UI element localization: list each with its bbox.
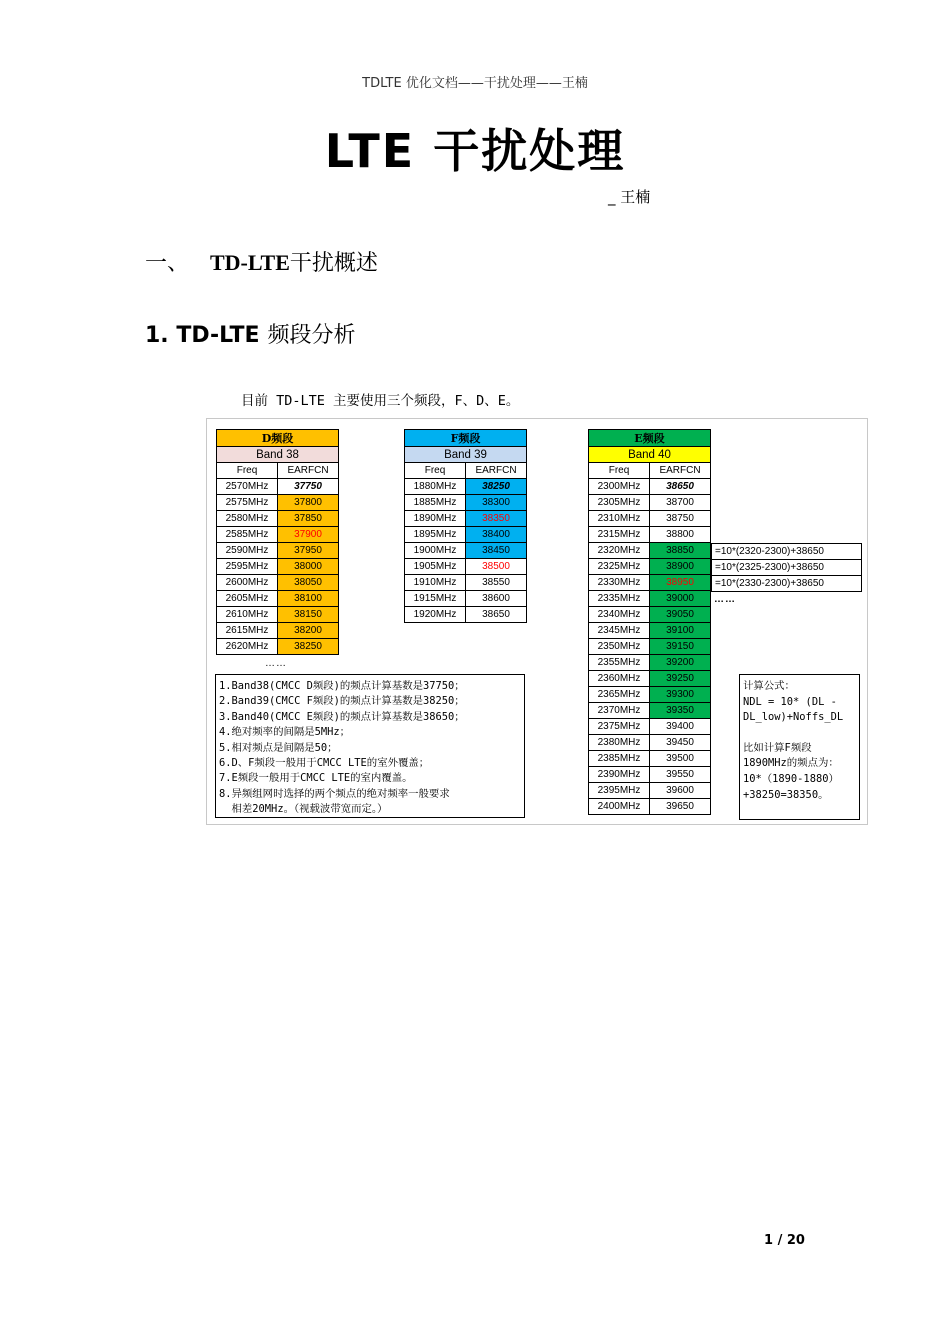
earfcn-cell: 38400 xyxy=(466,527,527,543)
table-row xyxy=(589,607,711,623)
band-figure xyxy=(206,418,868,825)
earfcn-cell: 39600 xyxy=(650,783,711,799)
calc-line: NDL = 10* (DL - xyxy=(743,695,837,708)
table-row xyxy=(589,751,711,767)
earfcn-cell: 38800 xyxy=(650,527,711,543)
table-row xyxy=(405,575,527,591)
band-title: D频段 xyxy=(217,430,339,447)
table-row xyxy=(589,639,711,655)
table-row xyxy=(405,559,527,575)
band-title: E频段 xyxy=(589,430,711,447)
earfcn-cell: 37800 xyxy=(278,495,339,511)
earfcn-cell: 38000 xyxy=(278,559,339,575)
document-title: LTE 干扰处理 xyxy=(324,124,626,178)
earfcn-cell: 37750 xyxy=(278,479,339,495)
freq-cell: 1900MHz xyxy=(405,543,466,559)
table-row xyxy=(405,495,527,511)
table-row xyxy=(589,799,711,815)
table-row xyxy=(589,671,711,687)
note-line: 4.绝对频率的间隔是5MHz； xyxy=(219,726,351,739)
note-line: 3.Band40(CMCC E频段)的频点计算基数是38650； xyxy=(219,710,465,723)
earfcn-cell: 38250 xyxy=(278,639,339,655)
calc-line: DL_low)+Noffs_DL xyxy=(743,711,844,724)
earfcn-cell: 38350 xyxy=(466,511,527,527)
earfcn-cell: 39450 xyxy=(650,735,711,751)
calc-line: 计算公式： xyxy=(743,680,795,692)
freq-cell: 2375MHz xyxy=(589,719,650,735)
freq-cell: 1895MHz xyxy=(405,527,466,543)
column-header-earfcn: EARFCN xyxy=(650,463,711,479)
earfcn-cell: 38450 xyxy=(466,543,527,559)
earfcn-cell: 38650 xyxy=(466,607,527,623)
freq-cell: 2350MHz xyxy=(589,639,650,655)
table-row xyxy=(589,511,711,527)
freq-cell: 2575MHz xyxy=(217,495,278,511)
earfcn-cell: 38700 xyxy=(650,495,711,511)
freq-cell: 2580MHz xyxy=(217,511,278,527)
band-label: Band 38 xyxy=(217,447,339,463)
earfcn-cell: 37850 xyxy=(278,511,339,527)
subsection-heading xyxy=(145,318,356,349)
table-row xyxy=(217,495,339,511)
band-f-table xyxy=(404,429,527,623)
table-row xyxy=(589,687,711,703)
table-row xyxy=(217,543,339,559)
freq-cell: 1880MHz xyxy=(405,479,466,495)
calc-line: +38250=38350。 xyxy=(743,788,829,801)
band-title: F频段 xyxy=(405,430,527,447)
table-row xyxy=(405,511,527,527)
freq-cell: 2380MHz xyxy=(589,735,650,751)
note-line: 相差20MHz。（视载波带宽而定。） xyxy=(219,803,388,816)
freq-cell: 2325MHz xyxy=(589,559,650,575)
freq-cell: 1920MHz xyxy=(405,607,466,623)
earfcn-cell: 39000 xyxy=(650,591,711,607)
earfcn-cell: 39150 xyxy=(650,639,711,655)
table-row xyxy=(405,543,527,559)
calc-line: 比如计算F频段 xyxy=(743,741,812,754)
earfcn-cell: 39100 xyxy=(650,623,711,639)
freq-cell: 2585MHz xyxy=(217,527,278,543)
table-row xyxy=(589,767,711,783)
freq-cell: 2360MHz xyxy=(589,671,650,687)
earfcn-cell: 38950 xyxy=(650,575,711,591)
earfcn-cell: 38100 xyxy=(278,591,339,607)
subsection-bold: 1. TD-LTE xyxy=(145,323,260,348)
notes-box xyxy=(215,674,525,818)
freq-cell: 2345MHz xyxy=(589,623,650,639)
calc-line: 1890MHz的频点为： xyxy=(743,757,839,770)
freq-cell: 2330MHz xyxy=(589,575,650,591)
earfcn-cell: 38600 xyxy=(466,591,527,607)
freq-cell: 2370MHz xyxy=(589,703,650,719)
table-row xyxy=(589,783,711,799)
earfcn-cell: 38500 xyxy=(466,559,527,575)
freq-cell: 2300MHz xyxy=(589,479,650,495)
freq-cell: 2355MHz xyxy=(589,655,650,671)
table-row xyxy=(217,527,339,543)
freq-cell: 1885MHz xyxy=(405,495,466,511)
band-d-dots: …… xyxy=(265,658,287,669)
earfcn-cell: 39250 xyxy=(650,671,711,687)
earfcn-cell: 38300 xyxy=(466,495,527,511)
freq-cell: 2620MHz xyxy=(217,639,278,655)
freq-cell: 2310MHz xyxy=(589,511,650,527)
freq-cell: 2365MHz xyxy=(589,687,650,703)
table-row xyxy=(589,591,711,607)
table-row xyxy=(589,655,711,671)
column-header-freq: Freq xyxy=(589,463,650,479)
freq-cell: 2610MHz xyxy=(217,607,278,623)
earfcn-cell: 39550 xyxy=(650,767,711,783)
table-row xyxy=(405,527,527,543)
freq-cell: 1910MHz xyxy=(405,575,466,591)
earfcn-cell: 38250 xyxy=(466,479,527,495)
table-row xyxy=(217,479,339,495)
author-line: _ 王楠 xyxy=(608,188,651,206)
page-number: 1 / 20 xyxy=(764,1233,805,1248)
intro-paragraph: 目前 TD-LTE 主要使用三个频段，F、D、E。 xyxy=(241,393,520,409)
freq-cell: 2320MHz xyxy=(589,543,650,559)
calc-line xyxy=(743,726,859,741)
freq-cell: 2590MHz xyxy=(217,543,278,559)
earfcn-cell: 39400 xyxy=(650,719,711,735)
freq-cell: 2605MHz xyxy=(217,591,278,607)
table-row xyxy=(589,479,711,495)
freq-cell: 2390MHz xyxy=(589,767,650,783)
earfcn-cell: 38550 xyxy=(466,575,527,591)
table-row xyxy=(589,719,711,735)
note-line: 1.Band38(CMCC D频段)的频点计算基数是37750； xyxy=(219,680,465,692)
section-title: 干扰概述 xyxy=(289,251,378,276)
calc-box xyxy=(739,674,860,820)
note-line: 6.D、F频段一般用于CMCC LTE的室外覆盖； xyxy=(219,757,430,770)
table-row xyxy=(405,607,527,623)
freq-cell: 2305MHz xyxy=(589,495,650,511)
formula-dots: …… xyxy=(714,594,736,605)
table-row xyxy=(217,575,339,591)
earfcn-cell: 39500 xyxy=(650,751,711,767)
freq-cell: 2340MHz xyxy=(589,607,650,623)
earfcn-cell: 39650 xyxy=(650,799,711,815)
earfcn-cell: 39350 xyxy=(650,703,711,719)
earfcn-cell: 38150 xyxy=(278,607,339,623)
band-label: Band 40 xyxy=(589,447,711,463)
page-header: TDLTE 优化文档——干扰处理——王楠 xyxy=(362,76,588,91)
formula-cell: =10*(2330-2300)+38650 xyxy=(712,576,862,592)
earfcn-cell: 37900 xyxy=(278,527,339,543)
table-row xyxy=(589,543,711,559)
earfcn-cell: 39300 xyxy=(650,687,711,703)
earfcn-cell: 38050 xyxy=(278,575,339,591)
freq-cell: 2615MHz xyxy=(217,623,278,639)
freq-cell: 2395MHz xyxy=(589,783,650,799)
freq-cell: 2400MHz xyxy=(589,799,650,815)
earfcn-cell: 38750 xyxy=(650,511,711,527)
table-row xyxy=(405,479,527,495)
freq-cell: 1890MHz xyxy=(405,511,466,527)
earfcn-cell: 38200 xyxy=(278,623,339,639)
table-row xyxy=(217,511,339,527)
table-row xyxy=(589,623,711,639)
freq-cell: 2595MHz xyxy=(217,559,278,575)
table-row xyxy=(217,607,339,623)
note-line: 5.相对频点是间隔是50； xyxy=(219,741,338,754)
band-d-table xyxy=(216,429,339,655)
table-row xyxy=(217,623,339,639)
column-header-freq: Freq xyxy=(405,463,466,479)
note-line: 2.Band39(CMCC F频段)的频点计算基数是38250； xyxy=(219,695,465,708)
earfcn-cell: 38900 xyxy=(650,559,711,575)
table-row xyxy=(589,559,711,575)
table-row xyxy=(405,591,527,607)
column-header-earfcn: EARFCN xyxy=(278,463,339,479)
subsection-title: 频段分析 xyxy=(267,323,356,348)
freq-cell: 2315MHz xyxy=(589,527,650,543)
table-row xyxy=(217,559,339,575)
section-bold: TD-LTE xyxy=(210,250,290,275)
calc-line: 10*（1890-1880） xyxy=(743,772,839,785)
freq-cell: 2600MHz xyxy=(217,575,278,591)
column-header-earfcn: EARFCN xyxy=(466,463,527,479)
note-line: 7.E频段一般用于CMCC LTE的室内覆盖。 xyxy=(219,772,413,785)
column-header-freq: Freq xyxy=(217,463,278,479)
band-label: Band 39 xyxy=(405,447,527,463)
formula-cell: =10*(2325-2300)+38650 xyxy=(712,560,862,576)
freq-cell: 1915MHz xyxy=(405,591,466,607)
freq-cell: 2385MHz xyxy=(589,751,650,767)
freq-cell: 2335MHz xyxy=(589,591,650,607)
table-row xyxy=(589,495,711,511)
band-e-table xyxy=(588,429,711,815)
table-row xyxy=(589,575,711,591)
earfcn-cell: 38850 xyxy=(650,543,711,559)
freq-cell: 2570MHz xyxy=(217,479,278,495)
earfcn-cell: 39050 xyxy=(650,607,711,623)
formula-cell: =10*(2320-2300)+38650 xyxy=(712,544,862,560)
table-row xyxy=(589,527,711,543)
section-heading-1 xyxy=(145,246,378,277)
note-line: 8.异频组网时选择的两个频点的绝对频率一般要求 xyxy=(219,787,450,800)
earfcn-cell: 37950 xyxy=(278,543,339,559)
table-row xyxy=(217,639,339,655)
earfcn-cell: 39200 xyxy=(650,655,711,671)
earfcn-cell: 38650 xyxy=(650,479,711,495)
freq-cell: 1905MHz xyxy=(405,559,466,575)
formula-table xyxy=(711,543,862,592)
table-row xyxy=(589,735,711,751)
table-row xyxy=(217,591,339,607)
table-row xyxy=(589,703,711,719)
section-number: 一、 xyxy=(145,251,190,276)
